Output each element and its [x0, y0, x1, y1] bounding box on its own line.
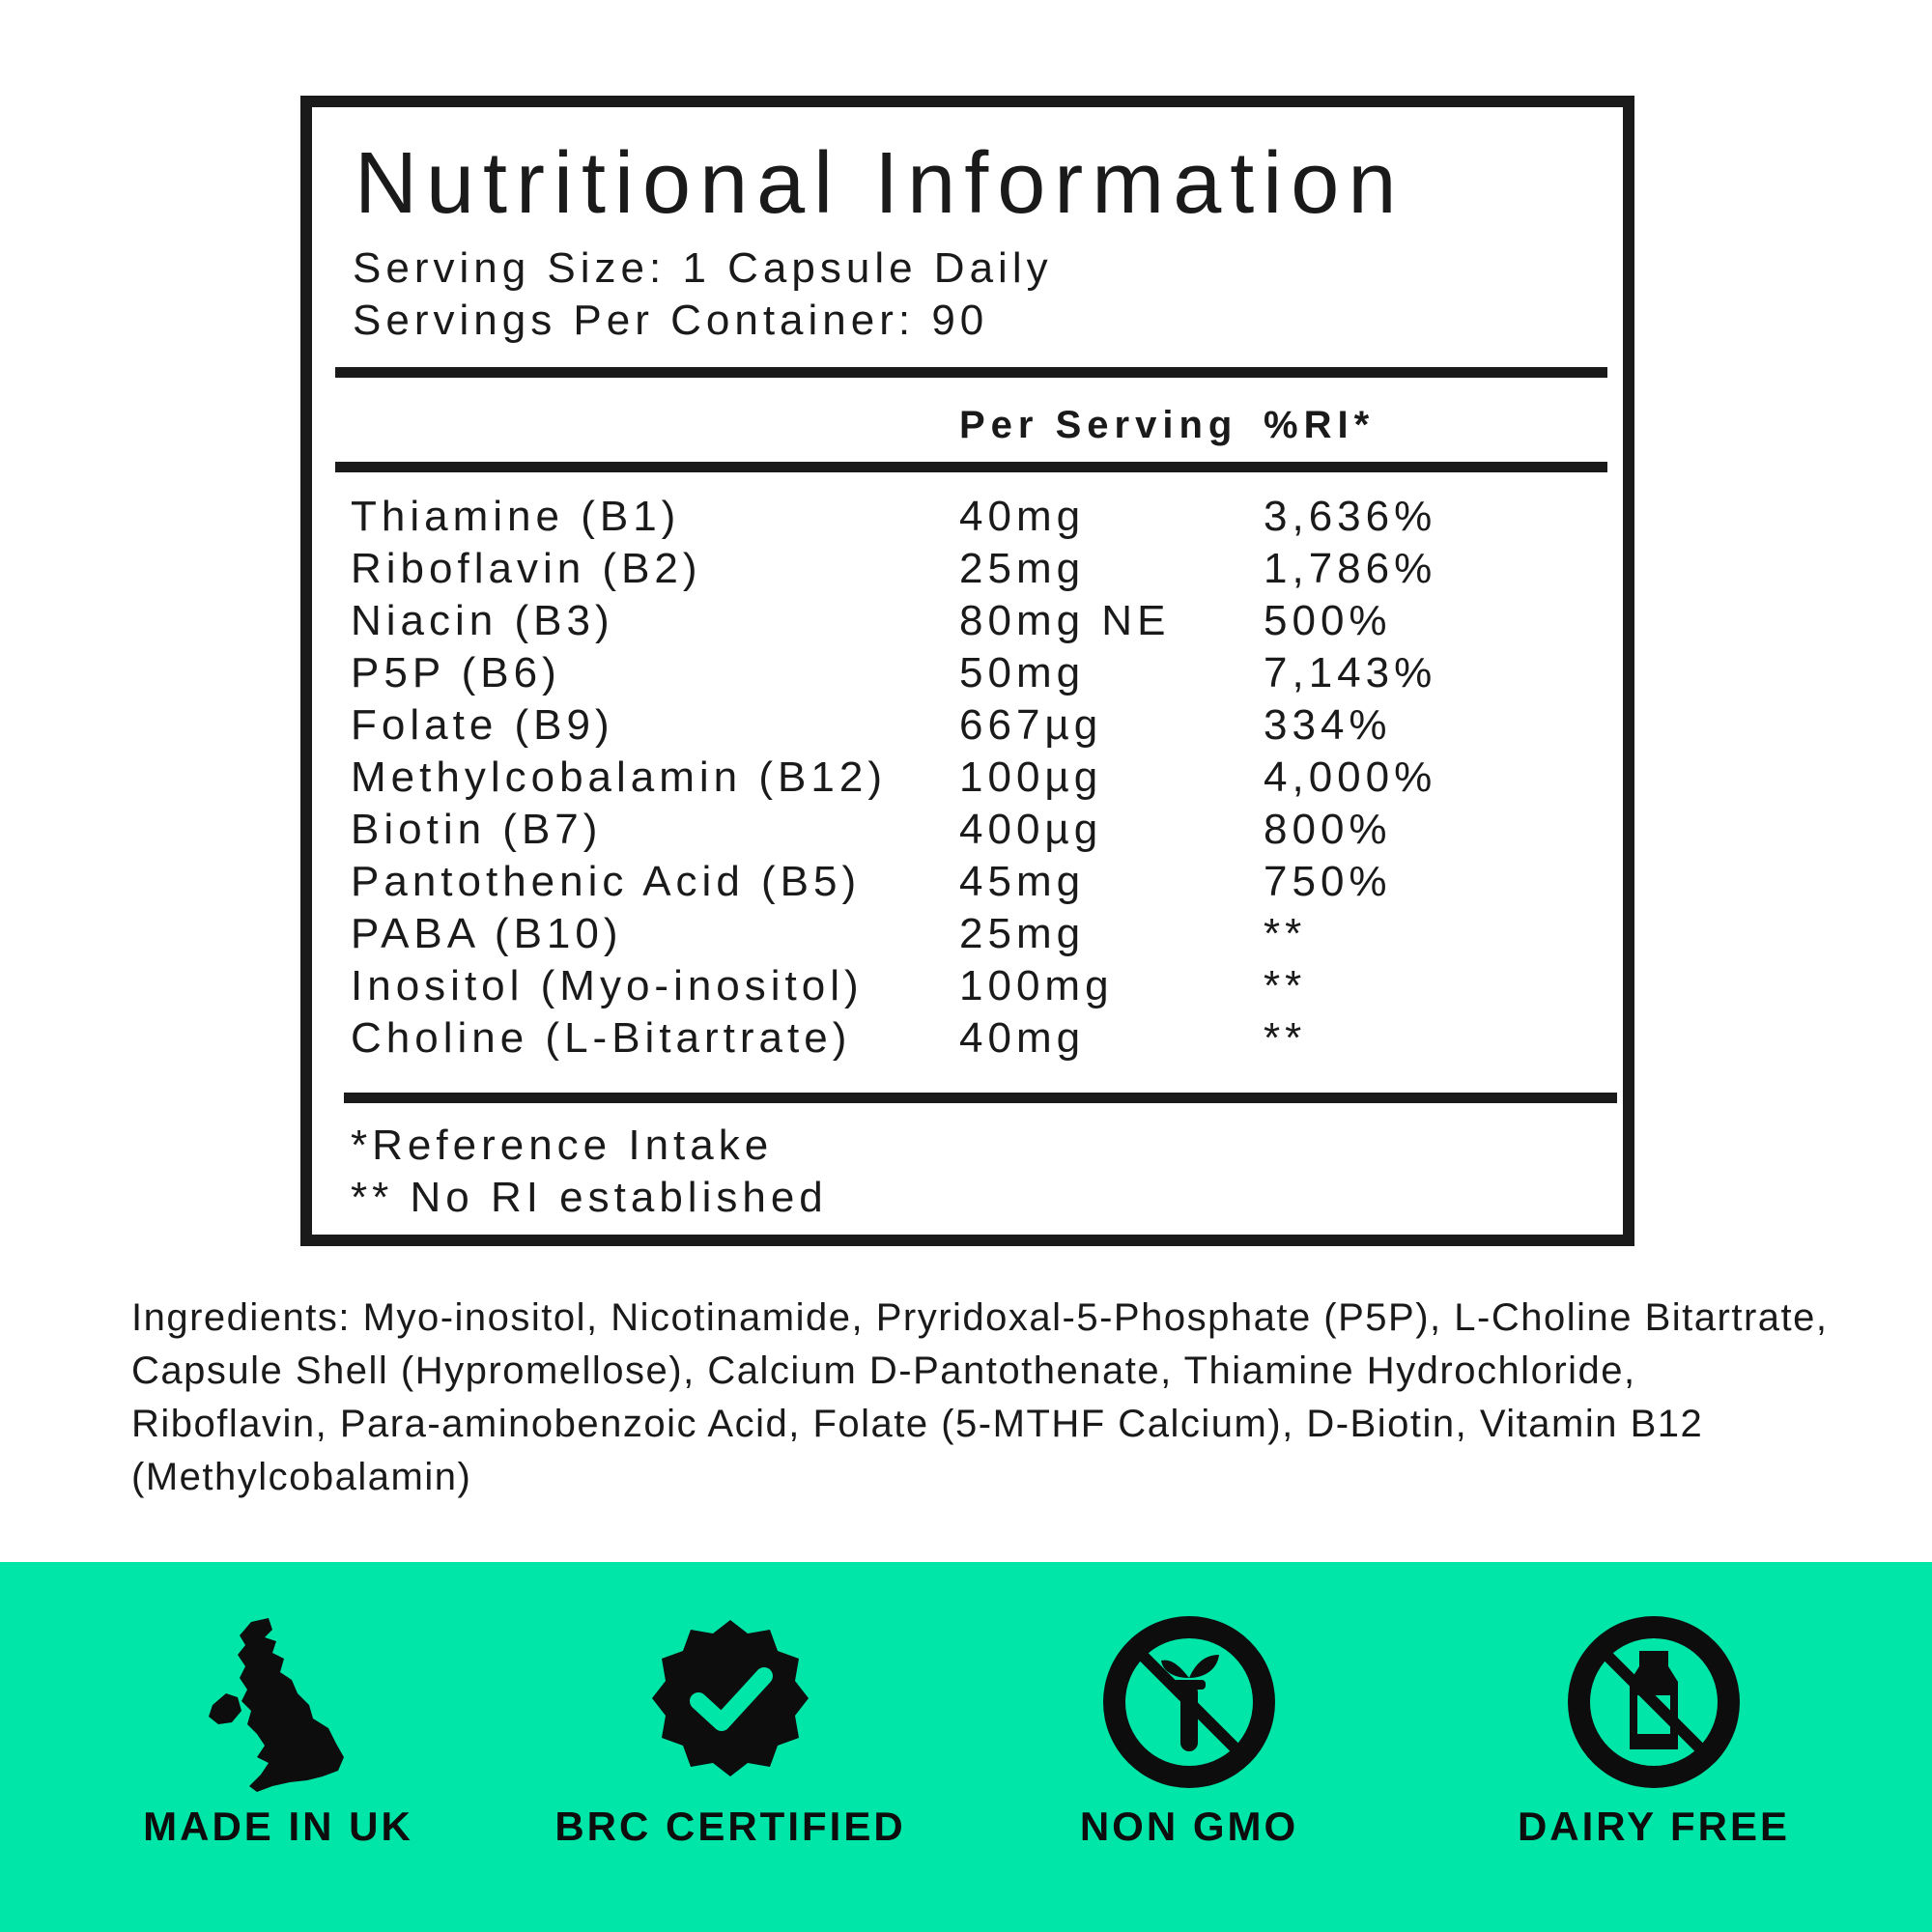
nutrient-name: P5P (B6) [351, 649, 561, 696]
badge-brc-certified [537, 1562, 923, 1932]
nutrient-ri: 334% [1264, 701, 1392, 749]
nutrient-name: Riboflavin (B2) [351, 545, 702, 592]
badge-dairy-free [1461, 1562, 1847, 1932]
header-bottom-rule [335, 462, 1607, 472]
badge-non-gmo [996, 1562, 1382, 1932]
nutrient-ri: 500% [1264, 597, 1392, 644]
servings-per-container: Servings Per Container: 90 [353, 297, 989, 344]
badge-label: MADE IN UK [143, 1804, 413, 1849]
nutrient-ri: ** [1264, 962, 1307, 1009]
nutrient-name: Choline (L-Bitartrate) [351, 1014, 852, 1062]
table-row [351, 491, 1623, 543]
table-row [351, 647, 1623, 699]
table-row [351, 543, 1623, 595]
nutrient-amount: 80mg NE [959, 597, 1171, 644]
footnote-reference-intake: *Reference Intake [351, 1122, 774, 1169]
badge-made-in-uk [85, 1562, 471, 1932]
table-row [351, 960, 1623, 1012]
table-row [351, 699, 1623, 752]
nutrient-name: Pantothenic Acid (B5) [351, 858, 862, 905]
footer-rule [344, 1093, 1617, 1103]
nutrient-ri: ** [1264, 910, 1307, 957]
col-per-serving: Per Serving [959, 404, 1238, 446]
nutrient-name: Methylcobalamin (B12) [351, 753, 887, 801]
nutrient-name: Inositol (Myo-inositol) [351, 962, 864, 1009]
nutrient-name: Folate (B9) [351, 701, 614, 749]
nutrient-ri: 7,143% [1264, 649, 1437, 696]
nutrient-ri: ** [1264, 1014, 1307, 1062]
uk-map-icon [201, 1616, 355, 1800]
table-row [351, 856, 1623, 908]
nutrient-amount: 400µg [959, 806, 1103, 853]
nutrition-panel [300, 96, 1634, 1246]
nutrient-ri: 750% [1264, 858, 1392, 905]
table-row [351, 804, 1623, 856]
nutrient-name: Thiamine (B1) [351, 493, 681, 540]
footnote-no-ri: ** No RI established [351, 1174, 828, 1221]
certified-seal-icon [648, 1616, 812, 1780]
table-row [351, 595, 1623, 647]
panel-title: Nutritional Information [355, 135, 1406, 232]
nutrient-amount: 45mg [959, 858, 1086, 905]
nutrient-ri: 800% [1264, 806, 1392, 853]
nutrient-name: Biotin (B7) [351, 806, 603, 853]
table-row [351, 908, 1623, 960]
dairy-free-icon [1568, 1616, 1740, 1788]
badges-band [0, 1562, 1932, 1932]
nutrient-amount: 25mg [959, 910, 1086, 957]
nutrient-ri: 4,000% [1264, 753, 1437, 801]
nutrient-name: Niacin (B3) [351, 597, 614, 644]
nutrient-amount: 25mg [959, 545, 1086, 592]
nutrient-amount: 40mg [959, 1014, 1086, 1062]
table-row [351, 1012, 1623, 1065]
nutrient-amount: 100mg [959, 962, 1114, 1009]
nutrient-ri: 1,786% [1264, 545, 1437, 592]
nutrient-amount: 667µg [959, 701, 1103, 749]
nutrient-amount: 50mg [959, 649, 1086, 696]
badge-label: NON GMO [1079, 1804, 1299, 1849]
ingredients-text: Ingredients: Myo-inositol, Nicotinamide, Pryridoxal-5-Phosphate (P5P), L-Choline Bitartrate, Capsule Shell (Hypromellose), Calcium D-Pantothenate, Thiamine Hydrochloride, Riboflavin, Para-aminobenzoic Acid, Folate (5-MTHF Calcium), D-Biotin, Vitamin B12 (Methylcobalamin) [131, 1296, 1829, 1498]
nutrient-ri: 3,636% [1264, 493, 1437, 540]
non-gmo-icon [1103, 1616, 1275, 1788]
table-row [351, 752, 1623, 804]
serving-size: Serving Size: 1 Capsule Daily [353, 244, 1053, 292]
badge-label: DAIRY FREE [1517, 1804, 1791, 1849]
nutrient-name: PABA (B10) [351, 910, 623, 957]
header-top-rule [335, 367, 1607, 378]
nutrient-amount: 100µg [959, 753, 1103, 801]
nutrient-amount: 40mg [959, 493, 1086, 540]
badge-label: BRC CERTIFIED [554, 1804, 906, 1849]
col-ri: %RI* [1264, 404, 1376, 446]
